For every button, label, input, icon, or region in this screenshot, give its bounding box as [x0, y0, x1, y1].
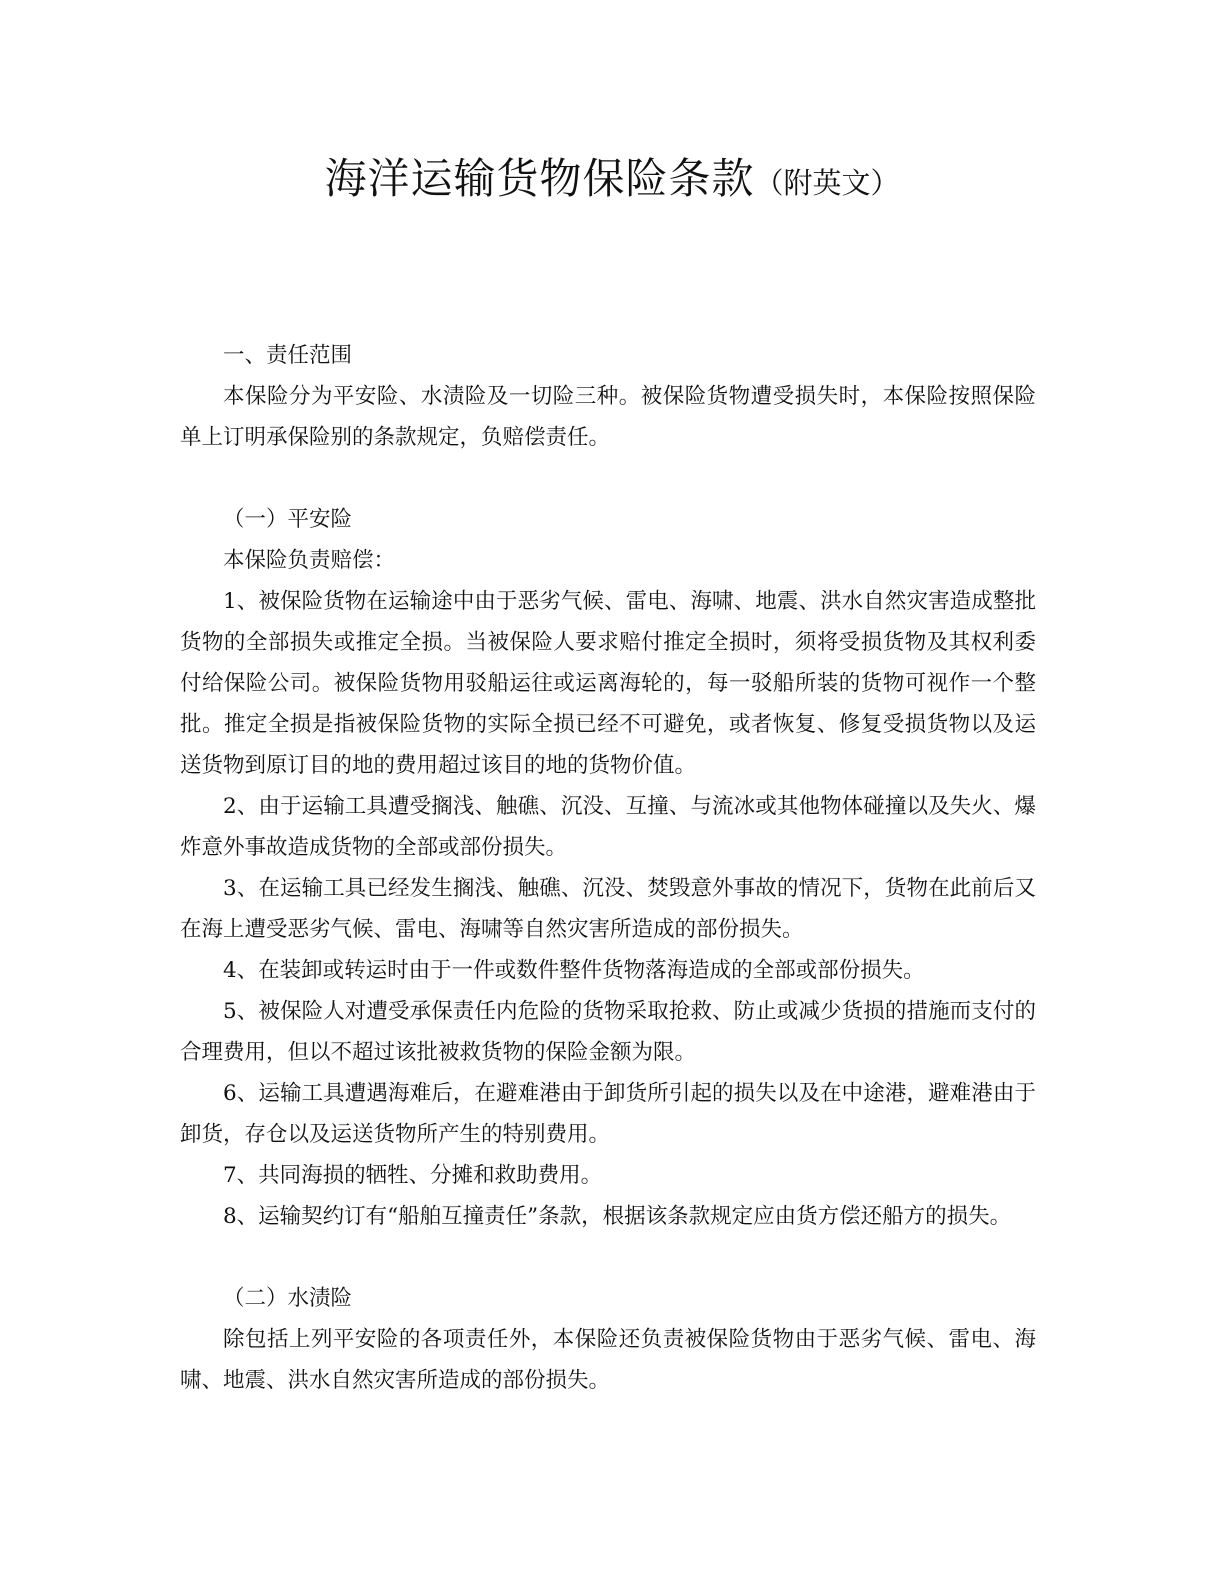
subsection-heading: （一）平安险 [223, 507, 353, 532]
clause-item: 2、由于运输工具遭受搁浅、触礁、沉没、互撞、与流冰或其他物体碰撞以及失火、爆炸意外事故造成货物的全部或部份损失。 [180, 794, 1036, 860]
clause-item: 7、共同海损的牺牲、分摊和救助费用。 [223, 1163, 603, 1188]
subsection-text: 除包括上列平安险的各项责任外，本保险还负责被保险货物由于恶劣气候、雷电、海啸、地震、洪水自然灾害所造成的部份损失。 [180, 1327, 1036, 1393]
clause-item: 5、被保险人对遭受承保责任内危险的货物采取抢救、防止或减少货损的措施而支付的合理费用，但以不超过该批被救货物的保险金额为限。 [180, 999, 1036, 1065]
title-main: 海洋运输货物保险条款 [324, 154, 755, 203]
subsection-heading: （二）水渍险 [223, 1286, 353, 1311]
clause-item: 3、在运输工具已经发生搁浅、触礁、沉没、焚毁意外事故的情况下，货物在此前后又在海上遭受恶劣气候、雷电、海啸等自然灾害所造成的部份损失。 [180, 876, 1036, 942]
title-suffix: （附英文） [754, 166, 900, 200]
clause-item: 8、运输契约订有“船舶互撞责任”条款，根据该条款规定应由货方偿还船方的损失。 [223, 1204, 1012, 1229]
spacer [180, 458, 1036, 499]
clause-item: 6、运输工具遭遇海难后，在避难港由于卸货所引起的损失以及在中途港，避难港由于卸货，存仓以及运送货物所产生的特别费用。 [180, 1081, 1036, 1147]
document-body [180, 335, 1036, 1401]
document-title [0, 146, 1224, 206]
clause-item: 4、在装卸或转运时由于一件或数件整件货物落海造成的全部或部份损失。 [223, 958, 925, 983]
spacer [180, 1237, 1036, 1278]
clause-item: 1、被保险货物在运输途中由于恶劣气候、雷电、海啸、地震、洪水自然灾害造成整批货物的全部损失或推定全损。当被保险人要求赔付推定全损时，须将受损货物及其权利委付给保险公司。被保险货物用驳船运往或运离海轮的，每一驳船所装的货物可视作一个整批。推定全损是指被保险货物的实际全损已经不可避免，或者恢复、修复受损货物以及运送货物到原订目的地的费用超过该目的地的货物价值。 [180, 589, 1036, 778]
section-intro: 本保险分为平安险、水渍险及一切险三种。被保险货物遭受损失时，本保险按照保险单上订明承保险别的条款规定，负赔偿责任。 [180, 384, 1036, 450]
section-heading: 一、责任范围 [223, 343, 353, 368]
subsection-lead: 本保险负责赔偿： [223, 548, 396, 573]
